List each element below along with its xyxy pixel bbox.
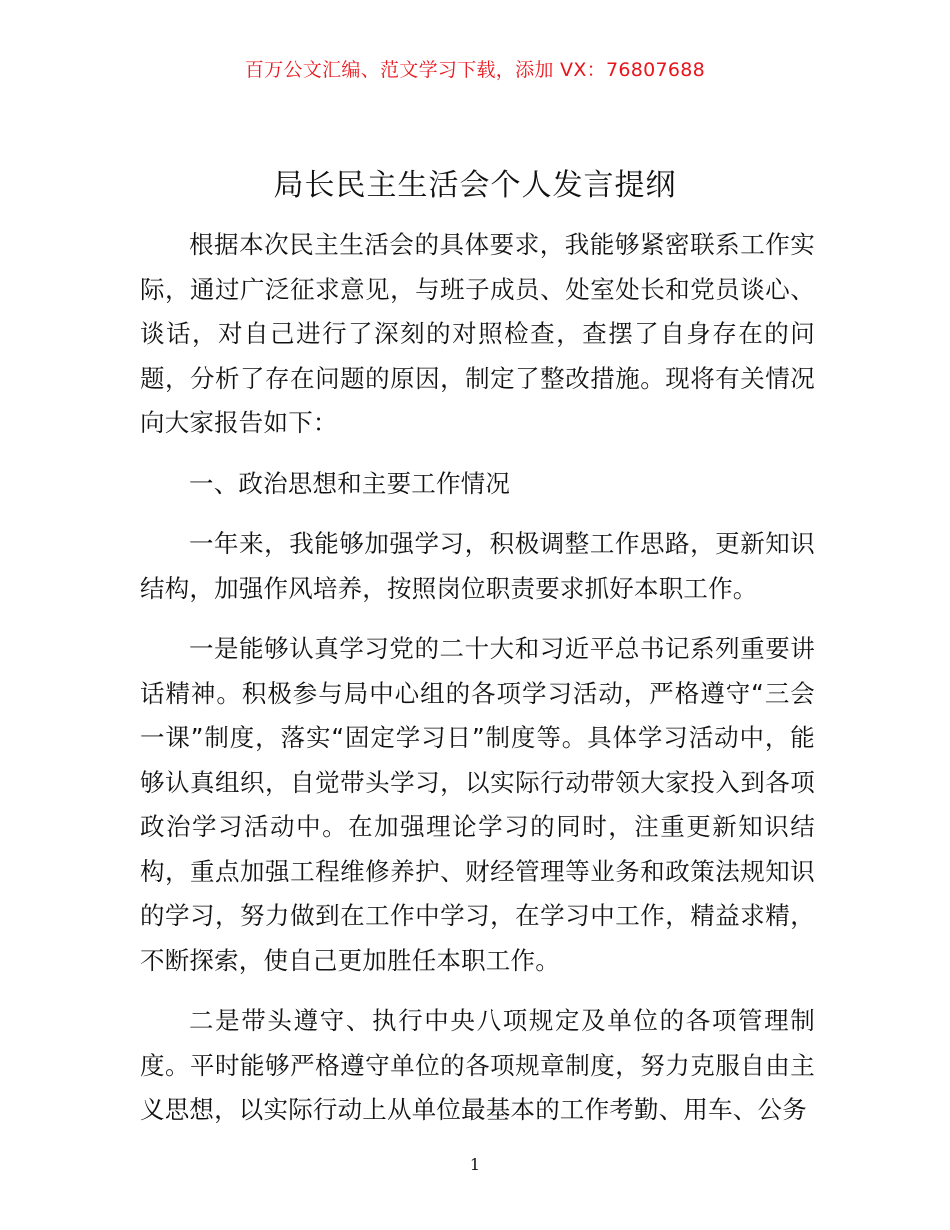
page-number: 1 xyxy=(469,1155,481,1174)
document-body xyxy=(140,223,815,1149)
header-note: 百万公文汇编、范文学习下载，添加 VX：76807688 xyxy=(244,59,706,81)
section-heading: 一、政治思想和主要工作情况 xyxy=(189,468,511,498)
paragraph-study: 一是能够认真学习党的二十大和习近平总书记系列重要讲话精神。积极参与局中心组的各项学习活动，严格遵守“三会一课”制度，落实“固定学习日”制度等。具体学习活动中，能够认真组织，自觉带头学习，以实际行动带领大家投入到各项政治学习活动中。在加强理论学习的同时，注重更新知识结构，重点加强工程维修养护、财经管理等业务和政策法规知识的学习，努力做到在工作中学习，在学习中工作，精益求精，不断探索，使自己更加胜任本职工作。 xyxy=(140,634,815,975)
paragraph-rules: 二是带头遵守、执行中央八项规定及单位的各项管理制度。平时能够严格遵守单位的各项规章制度，努力克服自由主义思想，以实际行动上从单位最基本的工作考勤、用车、公务 xyxy=(140,1006,815,1124)
document-title: 局长民主生活会个人发言提纲 xyxy=(273,168,677,203)
paragraph-summary: 一年来，我能够加强学习，积极调整工作思路，更新知识结构，加强作风培养，按照岗位职责要求抓好本职工作。 xyxy=(140,529,815,603)
paragraph-intro: 根据本次民主生活会的具体要求，我能够紧密联系工作实际，通过广泛征求意见，与班子成员、处室处长和党员谈心、谈话，对自己进行了深刻的对照检查，查摆了自身存在的问题，分析了存在问题的原因，制定了整改措施。现将有关情况向大家报告如下： xyxy=(140,230,815,437)
